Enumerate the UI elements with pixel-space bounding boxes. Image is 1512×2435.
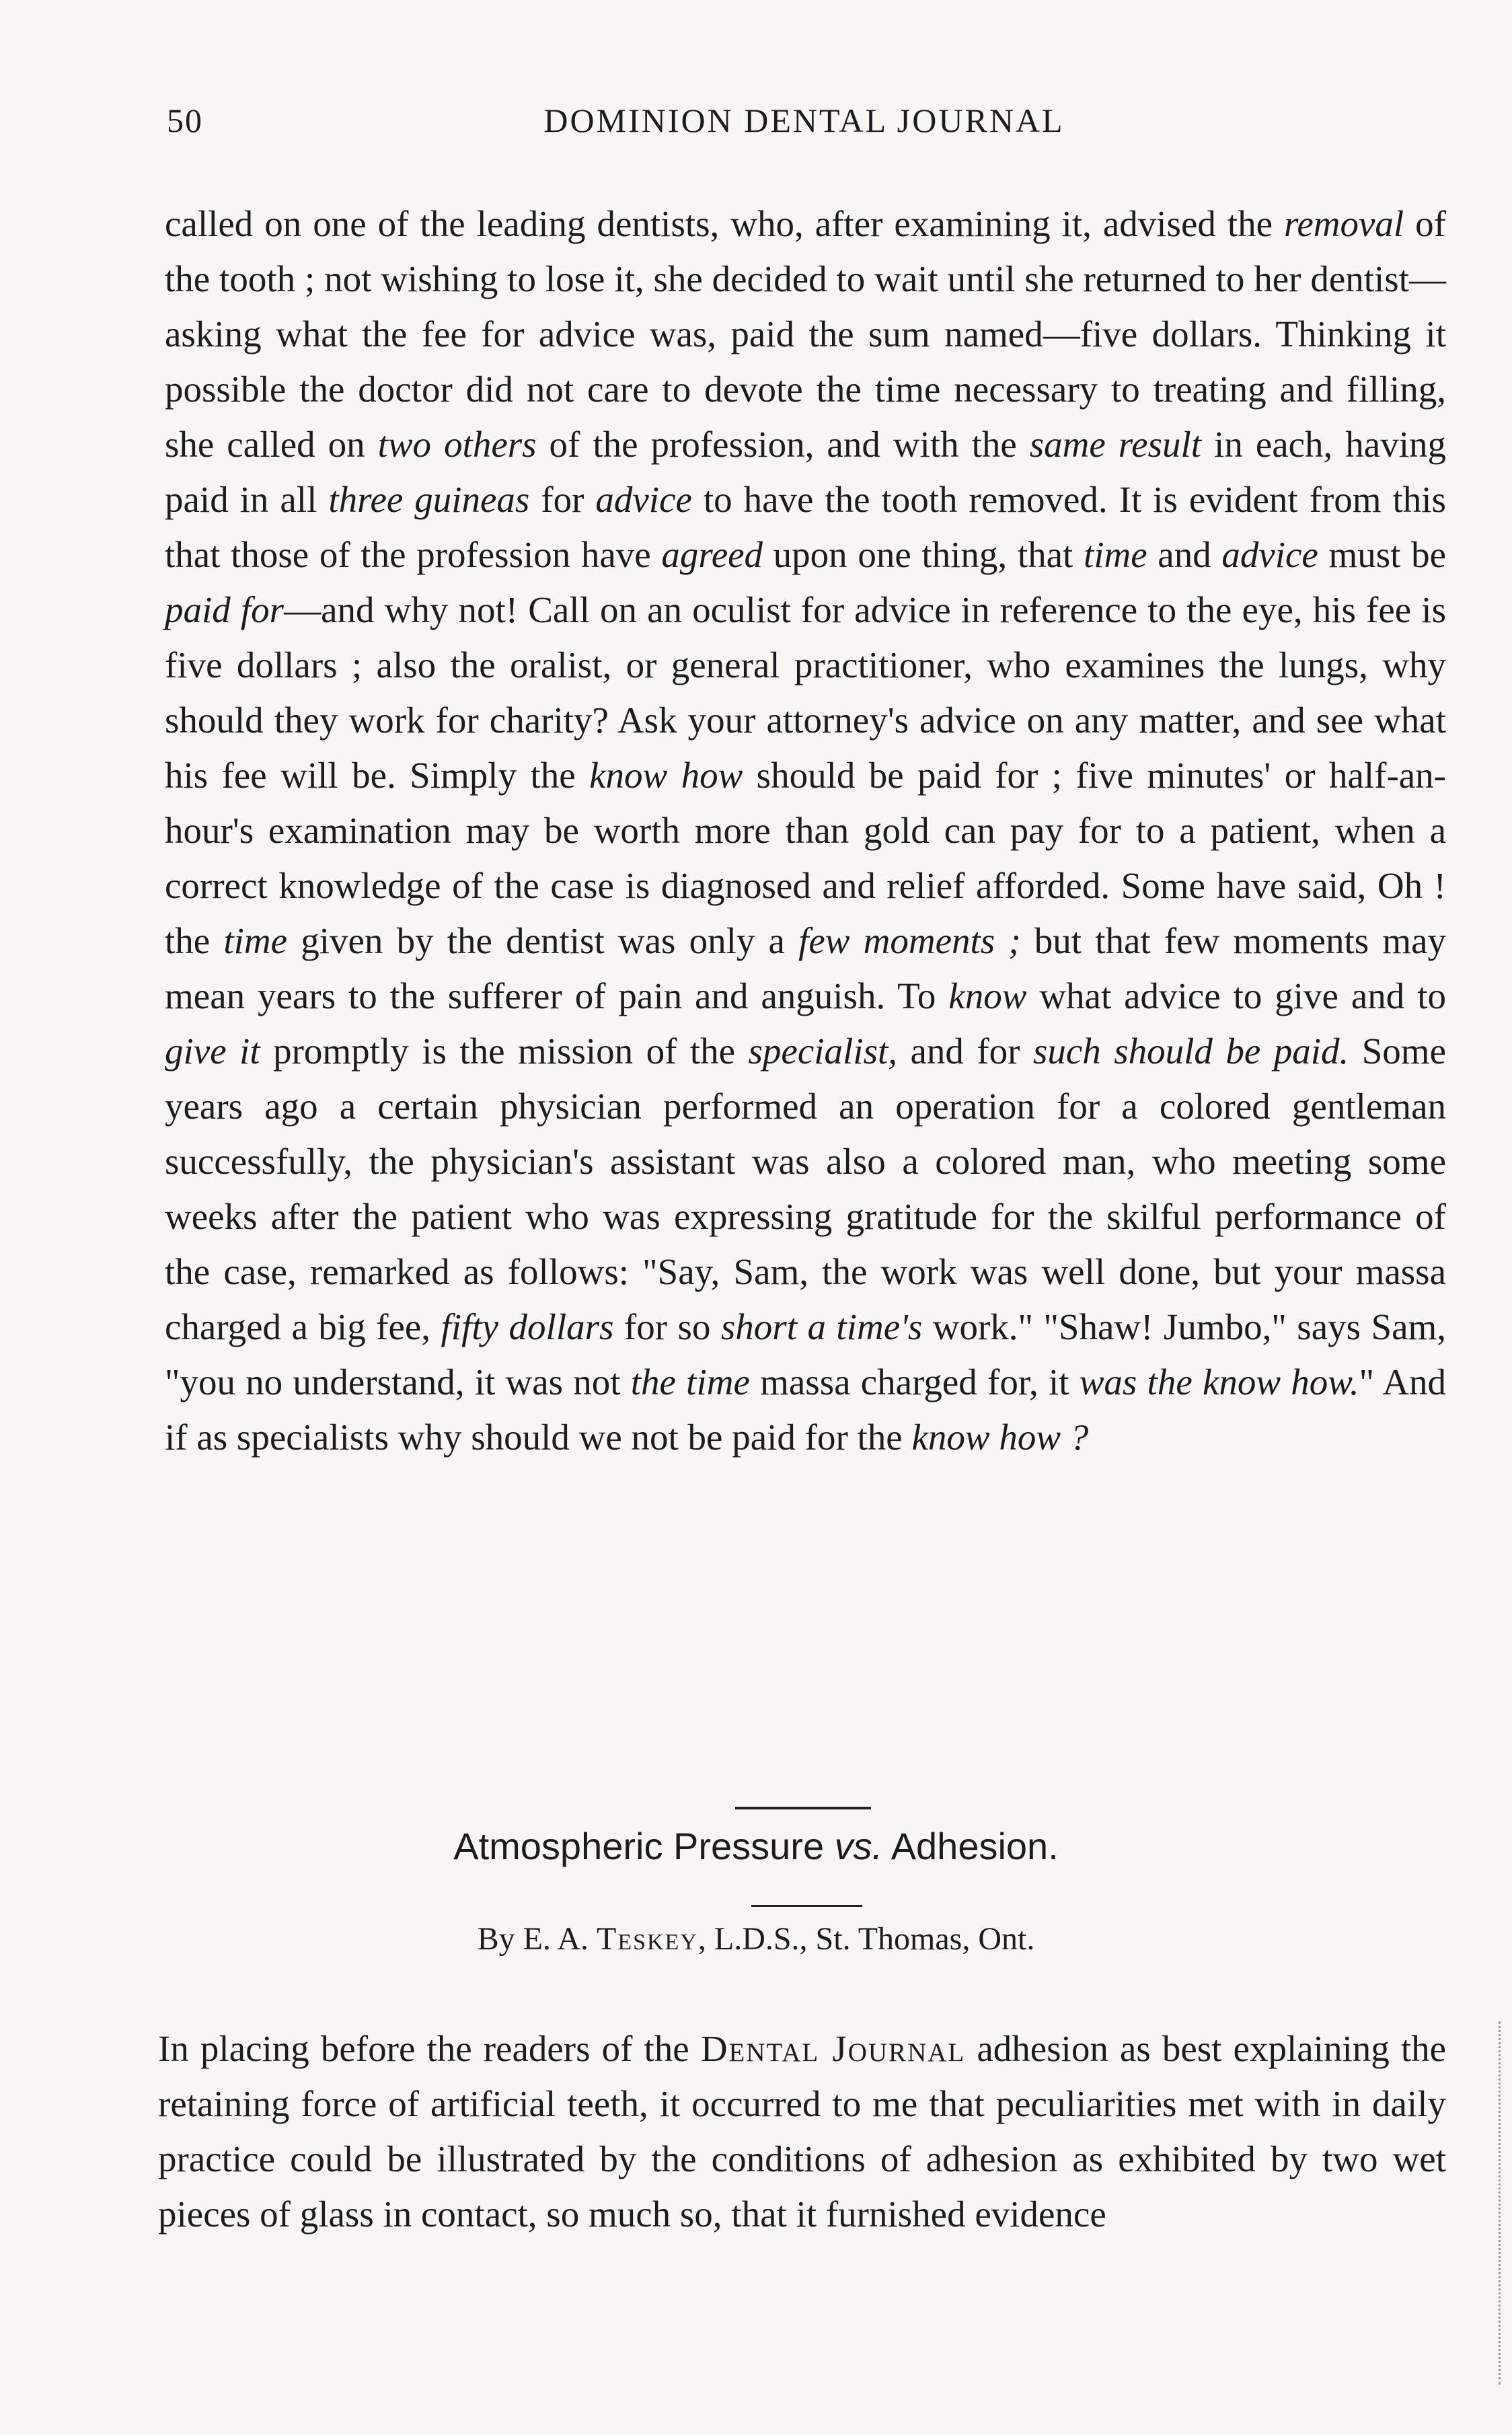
continued-paragraph: called on one of the leading dentists, who, after examining it, advised the removal of the tooth ; not wishing to lose it, she decided to wait until she returned to her dentist—asking what the fee for advice was, paid the sum named—five dollars. Thinking it possible the doctor did not care to devote the time necessary to treating and filling, she called on two others of the profession, and with the same result in each, having paid in all three guineas for advice to have the tooth removed. It is evident from this that those of the profession have agreed upon one thing, that time and advice must be paid for—and why not! Call on an oculist for advice in reference to the eye, his fee is five dollars ; also the oralist, or general practitioner, who examines the lungs, why should they work for charity? Ask your attorney's advice on any matter, and see what his fee will be. Simply the know how should be paid for ; five minutes' or half-an-hour's examination may be worth more than gold can pay for to a patient, when a correct knowledge of the case is diagnosed and relief afforded. Some have said, Oh ! the time given by the dentist was only a few moments ; but that few moments may mean years to the sufferer of pain and anguish. To know what advice to give and to give it promptly is the mission of the specialist, and for such should be paid. Some years ago a certain physician performed an operation for a colored gentleman successfully, the physician's assistant was also a colored man, who meeting some weeks after the patient who was expressing gratitude for the skilful performance of the case, remarked as follows: "Say, Sam, the work was well done, but your massa charged a big fee, fifty dollars for so short a time's work." "Shaw! Jumbo," says Sam, "you no understand, it was not the time massa charged for, it was the know how." And if as specialists why should we not be paid for the know how ? xyxy=(165,203,1447,1458)
running-head xyxy=(167,101,1441,148)
journal-title: DOMINION DENTAL JOURNAL xyxy=(543,102,1065,139)
article-byline: By E. A. Teskey, L.D.S., St. Thomas, Ont. xyxy=(477,1921,1035,1957)
article-title: Atmospheric Pressure vs. Adhesion. xyxy=(453,1825,1059,1867)
page-number: 50 xyxy=(167,102,203,139)
title-divider xyxy=(751,1905,862,1907)
article-paragraph: In placing before the readers of the Dental Journal adhesion as best explaining the retaining force of artificial teeth, it occurred to me that peculiarities met with in daily practice could be illustrated by the conditions of adhesion as exhibited by two wet pieces of glass in contact, so much so, that it furnished evidence xyxy=(158,2028,1447,2235)
section-divider xyxy=(735,1807,871,1809)
binding-edge-marks xyxy=(1499,2021,1503,2385)
